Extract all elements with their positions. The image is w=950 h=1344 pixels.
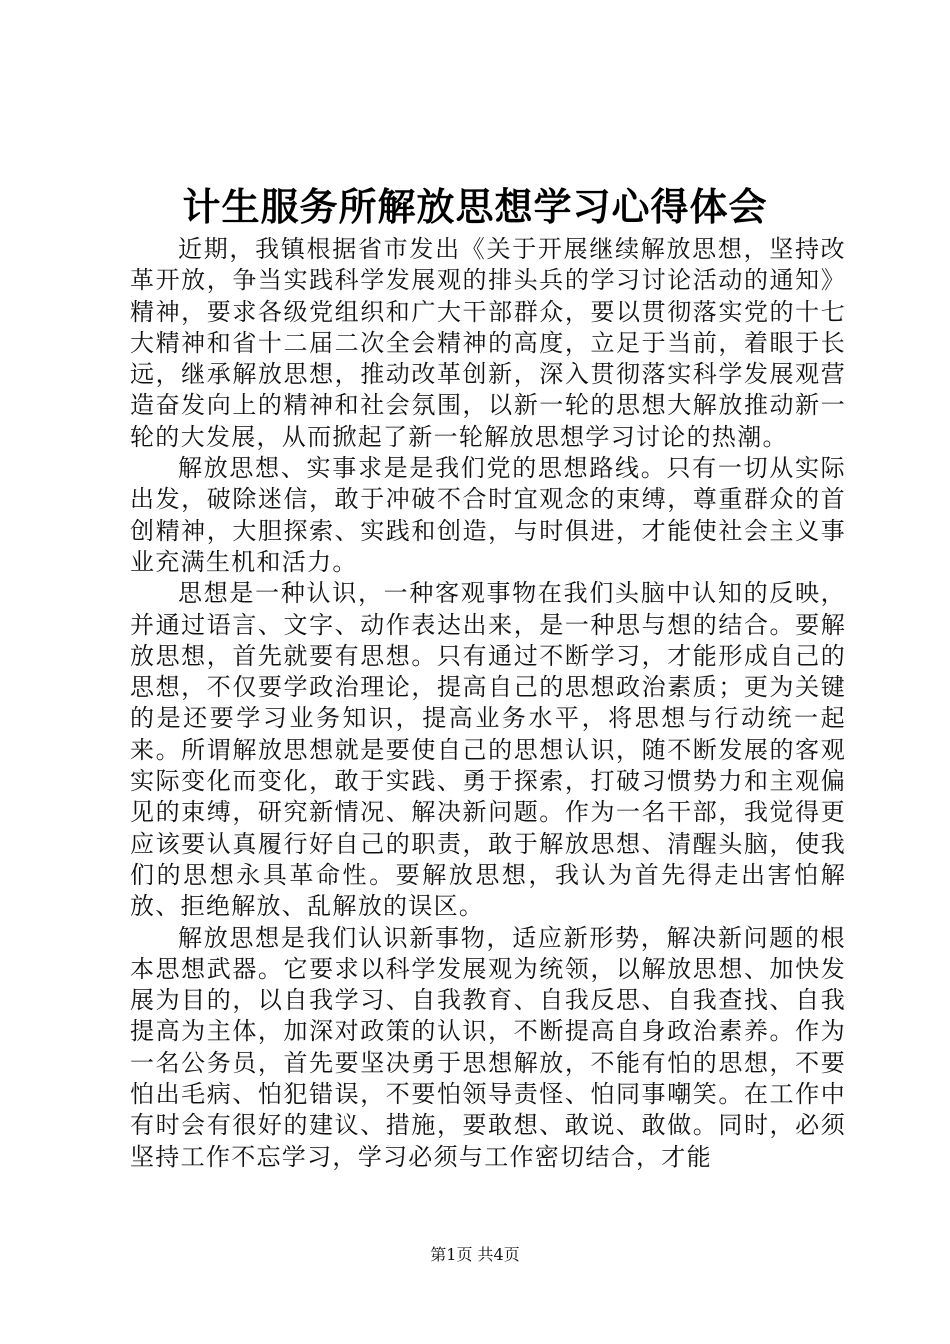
document-body [130,234,846,1173]
paragraph-1: 近期，我镇根据省市发出《关于开展继续解放思想，坚持改革开放，争当实践科学发展观的排头兵的学习讨论活动的通知》精神，要求各级党组织和广大干部群众，要以贯彻落实党的十七大精神和省十二届二次全会精神的高度，立足于当前，着眼于长远，继承解放思想，推动改革创新，深入贯彻落实科学发展观营造奋发向上的精神和社会氛围，以新一轮的思想大解放推动新一轮的大发展，从而掀起了新一轮解放思想学习讨论的热潮。 [130,235,846,451]
document-title: 计生服务所解放思想学习心得体会 [182,185,768,229]
paragraph-2: 解放思想、实事求是是我们党的思想路线。只有一切从实际出发，破除迷信，敢于冲破不合时宜观念的束缚，尊重群众的首创精神，大胆探索、实践和创造，与时俱进，才能使社会主义事业充满生机和活力。 [130,454,846,576]
paragraph-4: 解放思想是我们认识新事物，适应新形势，解决新问题的根本思想武器。它要求以科学发展观为统领，以解放思想、加快发展为目的，以自我学习、自我教育、自我反思、自我查找、自我提高为主体，加深对政策的认识，不断提高自身政治素养。作为一名公务员，首先要坚决勇于思想解放，不能有怕的思想，不要怕出毛病、怕犯错误，不要怕领导责怪、怕同事嘲笑。在工作中有时会有很好的建议、措施，要敢想、敢说、敢做。同时，必须坚持工作不忘学习，学习必须与工作密切结合，才能 [130,923,846,1171]
page-footer [0,1244,950,1266]
page-number-indicator: 第1页 共4页 [430,1245,520,1264]
paragraph-3: 思想是一种认识，一种客观事物在我们头脑中认知的反映，并通过语言、文字、动作表达出来，是一种思与想的结合。要解放思想，首先就要有思想。只有通过不断学习，才能形成自己的思想，不仅要学政治理论，提高自己的思想政治素质；更为关键的是还要学习业务知识，提高业务水平，将思想与行动统一起来。所谓解放思想就是要使自己的思想认识，随不断发展的客观实际变化而变化，敢于实践、勇于探索，打破习惯势力和主观偏见的束缚，研究新情况、解决新问题。作为一名干部，我觉得更应该要认真履行好自己的职责，敢于解放思想、清醒头脑，使我们的思想永具革命性。要解放思想，我认为首先得走出害怕解放、拒绝解放、乱解放的误区。 [130,579,846,921]
